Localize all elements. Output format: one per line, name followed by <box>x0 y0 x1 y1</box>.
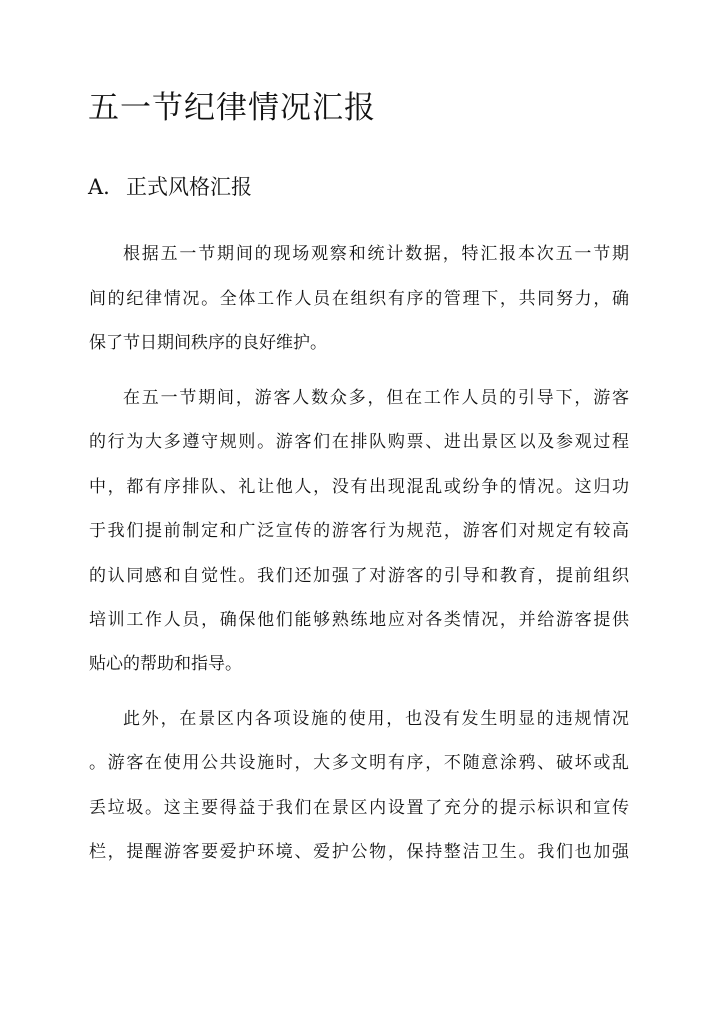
document-title: 五一节纪律情况汇报 <box>88 90 376 126</box>
paragraph-1-line-1: 根据五一节期间的现场观察和统计数据，特汇报本次五一节期 <box>123 244 629 264</box>
paragraph-2-line-2: 的行为大多遵守规则。游客们在排队购票、进出景区以及参观过程 <box>89 432 629 452</box>
paragraph-3-line-4: 栏，提醒游客要爱护环境、爱护公物，保持整洁卫生。我们也加强 <box>89 842 629 862</box>
paragraph-1-line-3: 保了节日期间秩序的良好维护。 <box>89 333 327 353</box>
paragraph-2-line-1: 在五一节期间，游客人数众多，但在工作人员的引导下，游客 <box>123 388 629 408</box>
paragraph-1-line-2: 间的纪律情况。全体工作人员在组织有序的管理下，共同努力，确 <box>89 289 629 309</box>
section-heading <box>88 170 252 204</box>
paragraph-2-line-4: 于我们提前制定和广泛宣传的游客行为规范，游客们对规定有较高 <box>89 521 629 541</box>
section-title: 正式风格汇报 <box>126 175 252 199</box>
paragraph-3-line-1: 此外，在景区内各项设施的使用，也没有发生明显的违规情况 <box>123 709 629 729</box>
paragraph-3-line-2: 。游客在使用公共设施时，大多文明有序，不随意涂鸦、破坏或乱 <box>89 753 629 773</box>
paragraph-2-line-5: 的认同感和自觉性。我们还加强了对游客的引导和教育，提前组织 <box>89 566 629 586</box>
paragraph-2-line-7: 贴心的帮助和指导。 <box>89 654 242 674</box>
paragraph-2-line-3: 中，都有序排队、礼让他人，没有出现混乱或纷争的情况。这归功 <box>89 477 629 497</box>
paragraph-2-line-6: 培训工作人员，确保他们能够熟练地应对各类情况，并给游客提供 <box>89 610 629 630</box>
paragraph-3-line-3: 丢垃圾。这主要得益于我们在景区内设置了充分的提示标识和宣传 <box>89 798 629 818</box>
section-label: A. <box>88 175 110 199</box>
